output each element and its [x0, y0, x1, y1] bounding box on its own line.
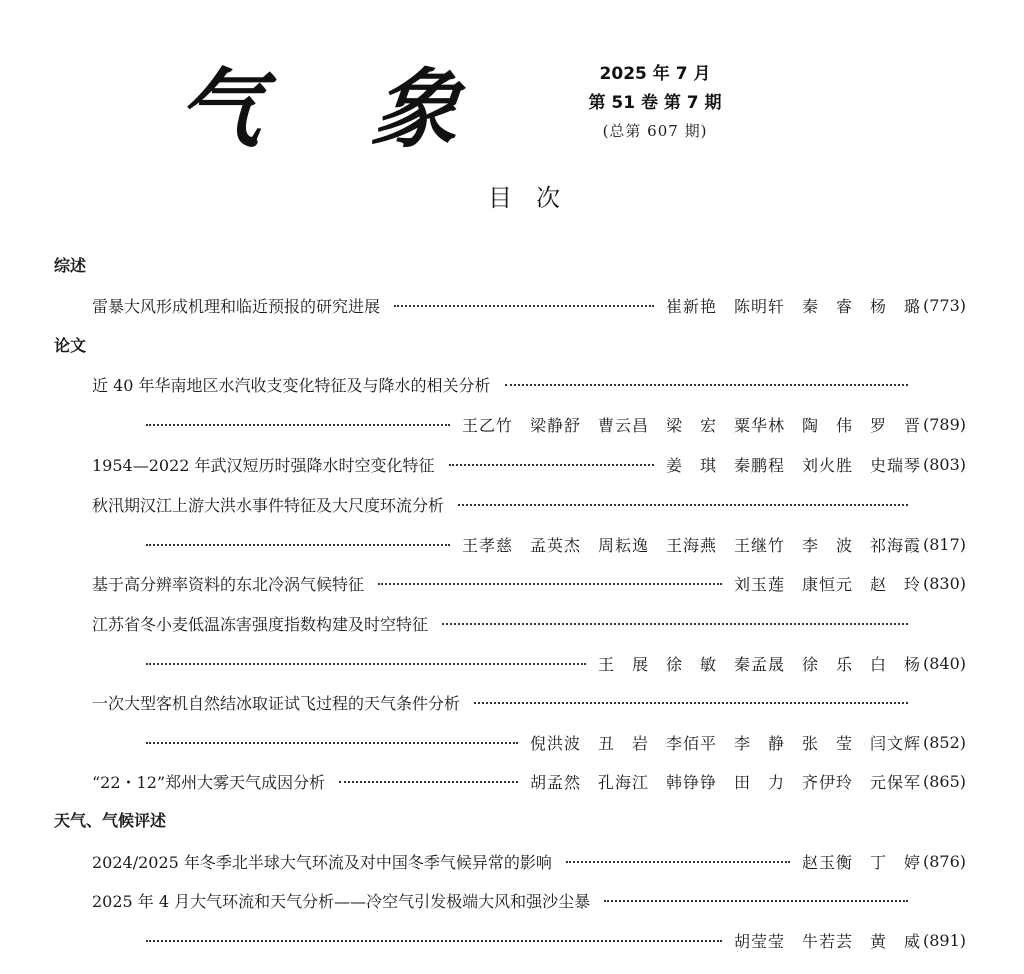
page-number: (803)	[922, 454, 966, 474]
toc-entry[interactable]	[92, 769, 966, 793]
section-heading-review: 综述	[54, 256, 87, 275]
article-title: 雷暴大风形成机理和临近预报的研究进展	[92, 296, 381, 316]
article-title: 基于高分辨率资料的东北冷涡气候特征	[92, 574, 365, 594]
dot-leader	[339, 781, 518, 783]
toc-entry-continuation[interactable]	[146, 651, 966, 675]
section-heading-papers: 论文	[54, 336, 87, 355]
page-number: (773)	[922, 295, 966, 315]
article-title: 1954—2022 年武汉短历时强降水时空变化特征	[92, 455, 435, 475]
article-authors: 崔新艳 陈明轩 秦 睿 杨 璐	[665, 296, 921, 316]
toc-entry[interactable]	[92, 492, 966, 516]
issue-info	[560, 60, 750, 144]
dot-leader	[394, 305, 654, 307]
article-authors: 刘玉莲 康恒元 赵 玲	[733, 574, 921, 594]
article-authors: 赵玉衡 丁 婷	[801, 852, 921, 872]
dot-leader	[505, 384, 908, 386]
toc-entry-continuation[interactable]	[146, 532, 966, 556]
toc-entry[interactable]	[92, 452, 966, 476]
article-authors: 姜 琪 秦鹏程 刘火胜 史瑞琴	[665, 455, 921, 475]
volume-issue: 第 51 卷 第 7 期	[588, 93, 722, 113]
dot-leader	[378, 583, 722, 585]
dot-leader	[566, 861, 790, 863]
toc-entry[interactable]	[92, 293, 966, 317]
dot-leader	[442, 623, 908, 625]
journal-logo: 气 象	[171, 59, 505, 160]
dot-leader	[146, 424, 450, 426]
dot-leader	[146, 663, 586, 665]
article-authors: 胡莹莹 牛若芸 黄 威	[733, 931, 921, 951]
page-number: (817)	[922, 534, 966, 554]
page-number: (852)	[922, 732, 966, 752]
page-number: (891)	[922, 930, 966, 950]
article-title: 2025 年 4 月大气环流和天气分析——冷空气引发极端大风和强沙尘暴	[92, 891, 591, 911]
page-number: (865)	[922, 771, 966, 791]
toc-entry[interactable]	[92, 571, 966, 595]
total-issue: (总第 607 期)	[602, 122, 708, 140]
dot-leader	[458, 504, 908, 506]
dot-leader	[449, 464, 654, 466]
section-heading-weather-climate: 天气、气候评述	[54, 811, 167, 830]
article-title: 近 40 年华南地区水汽收支变化特征及与降水的相关分析	[92, 375, 491, 395]
toc-entry[interactable]	[92, 690, 966, 714]
issue-date: 2025 年 7 月	[599, 64, 711, 84]
article-title: “22・12”郑州大雾天气成因分析	[92, 772, 326, 792]
page-number: (830)	[922, 573, 966, 593]
dot-leader	[604, 900, 908, 902]
dot-leader	[474, 702, 908, 704]
toc-entry[interactable]	[92, 372, 966, 396]
page-number: (876)	[922, 851, 966, 871]
article-authors: 王孝慈 孟英杰 周耘逸 王海燕 王继竹 李 波 祁海霞	[461, 535, 921, 555]
page-number: (840)	[922, 653, 966, 673]
article-authors: 王 展 徐 敏 秦孟晟 徐 乐 白 杨	[597, 654, 921, 674]
toc-entry[interactable]	[92, 888, 966, 912]
toc-title: 目次	[488, 184, 584, 212]
article-title: 2024/2025 年冬季北半球大气环流及对中国冬季气候异常的影响	[92, 852, 552, 872]
toc-entry-continuation[interactable]	[146, 730, 966, 754]
dot-leader	[146, 940, 722, 942]
toc-entry[interactable]	[92, 849, 966, 873]
article-title: 秋汛期汉江上游大洪水事件特征及大尺度环流分析	[92, 495, 445, 515]
toc-entry-continuation[interactable]	[146, 412, 966, 436]
page-number: (789)	[922, 414, 966, 434]
toc-entry[interactable]	[92, 611, 966, 635]
article-authors: 王乙竹 梁静舒 曹云昌 梁 宏 粟华林 陶 伟 罗 晋	[461, 415, 921, 435]
dot-leader	[146, 742, 518, 744]
article-title: 一次大型客机自然结冰取证试飞过程的天气条件分析	[92, 693, 461, 713]
dot-leader	[146, 544, 450, 546]
toc-entry-continuation[interactable]	[146, 928, 966, 952]
article-title: 江苏省冬小麦低温冻害强度指数构建及时空特征	[92, 614, 429, 634]
article-authors: 胡孟然 孔海江 韩铮铮 田 力 齐伊玲 元保军	[529, 772, 921, 792]
article-authors: 倪洪波 丑 岩 李佰平 李 静 张 莹 闫文辉	[529, 733, 921, 753]
